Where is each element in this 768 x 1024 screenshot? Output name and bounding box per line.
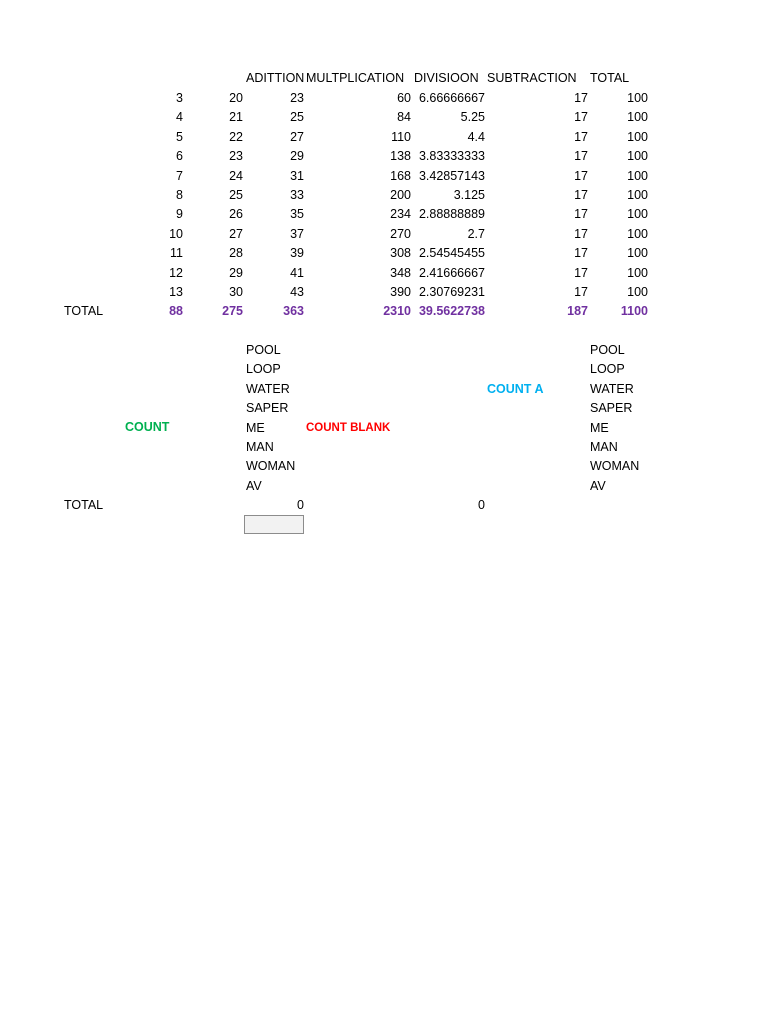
table-cell[interactable]: 6.66666667 xyxy=(418,91,485,105)
bottom-total-label[interactable]: TOTAL xyxy=(64,498,104,512)
total-cell[interactable]: 275 xyxy=(222,304,243,318)
word-cell[interactable]: LOOP xyxy=(590,362,625,376)
table-cell[interactable]: 200 xyxy=(390,188,411,202)
table-cell[interactable]: 9 xyxy=(176,207,183,221)
word-cell[interactable]: MAN xyxy=(590,440,618,454)
table-cell[interactable]: 100 xyxy=(627,207,648,221)
table-cell[interactable]: 5.25 xyxy=(460,110,485,124)
table-cell[interactable]: 17 xyxy=(574,188,588,202)
table-cell[interactable]: 6 xyxy=(176,149,183,163)
table-cell[interactable]: 28 xyxy=(229,246,243,260)
table-cell[interactable]: 17 xyxy=(574,266,588,280)
table-cell[interactable]: 22 xyxy=(229,130,243,144)
table-cell[interactable]: 100 xyxy=(627,110,648,124)
header-total[interactable]: TOTAL xyxy=(590,71,630,85)
word-cell[interactable]: ME xyxy=(590,421,609,435)
word-cell[interactable]: AV xyxy=(246,479,262,493)
table-cell[interactable]: 10 xyxy=(169,227,183,241)
table-cell[interactable]: 100 xyxy=(627,91,648,105)
total-cell[interactable]: 1100 xyxy=(620,304,648,318)
table-cell[interactable]: 4 xyxy=(176,110,183,124)
table-cell[interactable]: 3.83333333 xyxy=(418,149,485,163)
table-cell[interactable]: 37 xyxy=(290,227,304,241)
table-cell[interactable]: 29 xyxy=(229,266,243,280)
table-cell[interactable]: 100 xyxy=(627,130,648,144)
word-cell[interactable]: SAPER xyxy=(590,401,633,415)
bottom-total-value-left[interactable]: 0 xyxy=(297,498,304,512)
table-cell[interactable]: 23 xyxy=(290,91,304,105)
table-cell[interactable]: 17 xyxy=(574,91,588,105)
table-cell[interactable]: 2.7 xyxy=(467,227,485,241)
table-cell[interactable]: 2.30769231 xyxy=(418,285,485,299)
table-cell[interactable]: 27 xyxy=(290,130,304,144)
table-cell[interactable]: 100 xyxy=(627,246,648,260)
bottom-total-value-right[interactable]: 0 xyxy=(478,498,485,512)
table-cell[interactable]: 100 xyxy=(627,149,648,163)
table-cell[interactable]: 23 xyxy=(229,149,243,163)
table-cell[interactable]: 31 xyxy=(290,169,304,183)
word-cell[interactable]: AV xyxy=(590,479,606,493)
table-cell[interactable]: 39 xyxy=(290,246,304,260)
word-cell[interactable]: WATER xyxy=(590,382,634,396)
table-cell[interactable]: 27 xyxy=(229,227,243,241)
table-cell[interactable]: 348 xyxy=(390,266,411,280)
table-cell[interactable]: 17 xyxy=(574,169,588,183)
table-cell[interactable]: 4.4 xyxy=(467,130,485,144)
table-cell[interactable]: 17 xyxy=(574,110,588,124)
table-cell[interactable]: 13 xyxy=(169,285,183,299)
table-cell[interactable]: 17 xyxy=(574,207,588,221)
table-cell[interactable]: 43 xyxy=(290,285,304,299)
total-cell[interactable]: 2310 xyxy=(383,304,411,318)
table-cell[interactable]: 21 xyxy=(229,110,243,124)
word-cell[interactable]: MAN xyxy=(246,440,274,454)
table-cell[interactable]: 20 xyxy=(229,91,243,105)
table-cell[interactable]: 24 xyxy=(229,169,243,183)
table-cell[interactable]: 60 xyxy=(397,91,411,105)
table-cell[interactable]: 168 xyxy=(390,169,411,183)
header-division[interactable]: DIVISIOON xyxy=(414,71,479,85)
word-cell[interactable]: POOL xyxy=(590,343,625,357)
table-cell[interactable]: 100 xyxy=(627,188,648,202)
table-cell[interactable]: 2.54545455 xyxy=(418,246,485,260)
word-cell[interactable]: SAPER xyxy=(246,401,289,415)
table-cell[interactable]: 33 xyxy=(290,188,304,202)
table-cell[interactable]: 308 xyxy=(390,246,411,260)
table-cell[interactable]: 17 xyxy=(574,149,588,163)
word-cell[interactable]: LOOP xyxy=(246,362,281,376)
table-cell[interactable]: 17 xyxy=(574,285,588,299)
selected-cell[interactable] xyxy=(244,515,304,534)
table-cell[interactable]: 12 xyxy=(169,266,183,280)
table-cell[interactable]: 3 xyxy=(176,91,183,105)
table-cell[interactable]: 35 xyxy=(290,207,304,221)
word-cell[interactable]: ME xyxy=(246,421,265,435)
table-cell[interactable]: 3.42857143 xyxy=(418,169,485,183)
table-cell[interactable]: 26 xyxy=(229,207,243,221)
table-cell[interactable]: 30 xyxy=(229,285,243,299)
count-a-label[interactable]: COUNT A xyxy=(487,382,544,396)
table-cell[interactable]: 41 xyxy=(290,266,304,280)
table-cell[interactable]: 270 xyxy=(390,227,411,241)
word-cell[interactable]: WOMAN xyxy=(590,459,640,473)
count-label[interactable]: COUNT xyxy=(125,420,170,434)
table-cell[interactable]: 17 xyxy=(574,227,588,241)
table-cell[interactable]: 17 xyxy=(574,130,588,144)
total-cell[interactable]: 187 xyxy=(567,304,588,318)
table-cell[interactable]: 2.41666667 xyxy=(418,266,485,280)
word-cell[interactable]: WOMAN xyxy=(246,459,296,473)
table-cell[interactable]: 2.88888889 xyxy=(418,207,485,221)
table-cell[interactable]: 100 xyxy=(627,169,648,183)
total-cell[interactable]: 363 xyxy=(283,304,304,318)
table-cell[interactable]: 17 xyxy=(574,246,588,260)
table-cell[interactable]: 8 xyxy=(176,188,183,202)
table-cell[interactable]: 3.125 xyxy=(453,188,485,202)
table-cell[interactable]: 110 xyxy=(391,130,411,144)
table-cell[interactable]: 5 xyxy=(176,130,183,144)
header-multiplication[interactable]: MULTPLICATION xyxy=(306,71,405,85)
table-cell[interactable]: 234 xyxy=(390,207,411,221)
word-cell[interactable]: WATER xyxy=(246,382,290,396)
total-label[interactable]: TOTAL xyxy=(64,304,104,318)
word-cell[interactable]: POOL xyxy=(246,343,281,357)
table-cell[interactable]: 100 xyxy=(627,266,648,280)
header-addition[interactable]: ADITTION xyxy=(246,71,305,85)
table-cell[interactable]: 100 xyxy=(627,285,648,299)
count-blank-label[interactable]: COUNT BLANK xyxy=(306,422,391,434)
table-cell[interactable]: 84 xyxy=(397,110,411,124)
table-cell[interactable]: 11 xyxy=(170,246,183,260)
table-cell[interactable]: 25 xyxy=(290,110,304,124)
total-cell[interactable]: 88 xyxy=(169,304,183,318)
table-cell[interactable]: 138 xyxy=(390,149,411,163)
table-cell[interactable]: 25 xyxy=(229,188,243,202)
table-cell[interactable]: 100 xyxy=(627,227,648,241)
table-cell[interactable]: 390 xyxy=(390,285,411,299)
table-cell[interactable]: 29 xyxy=(290,149,304,163)
header-subtraction[interactable]: SUBTRACTION xyxy=(487,71,577,85)
table-cell[interactable]: 7 xyxy=(176,169,183,183)
total-cell[interactable]: 39.5622738 xyxy=(418,304,485,318)
